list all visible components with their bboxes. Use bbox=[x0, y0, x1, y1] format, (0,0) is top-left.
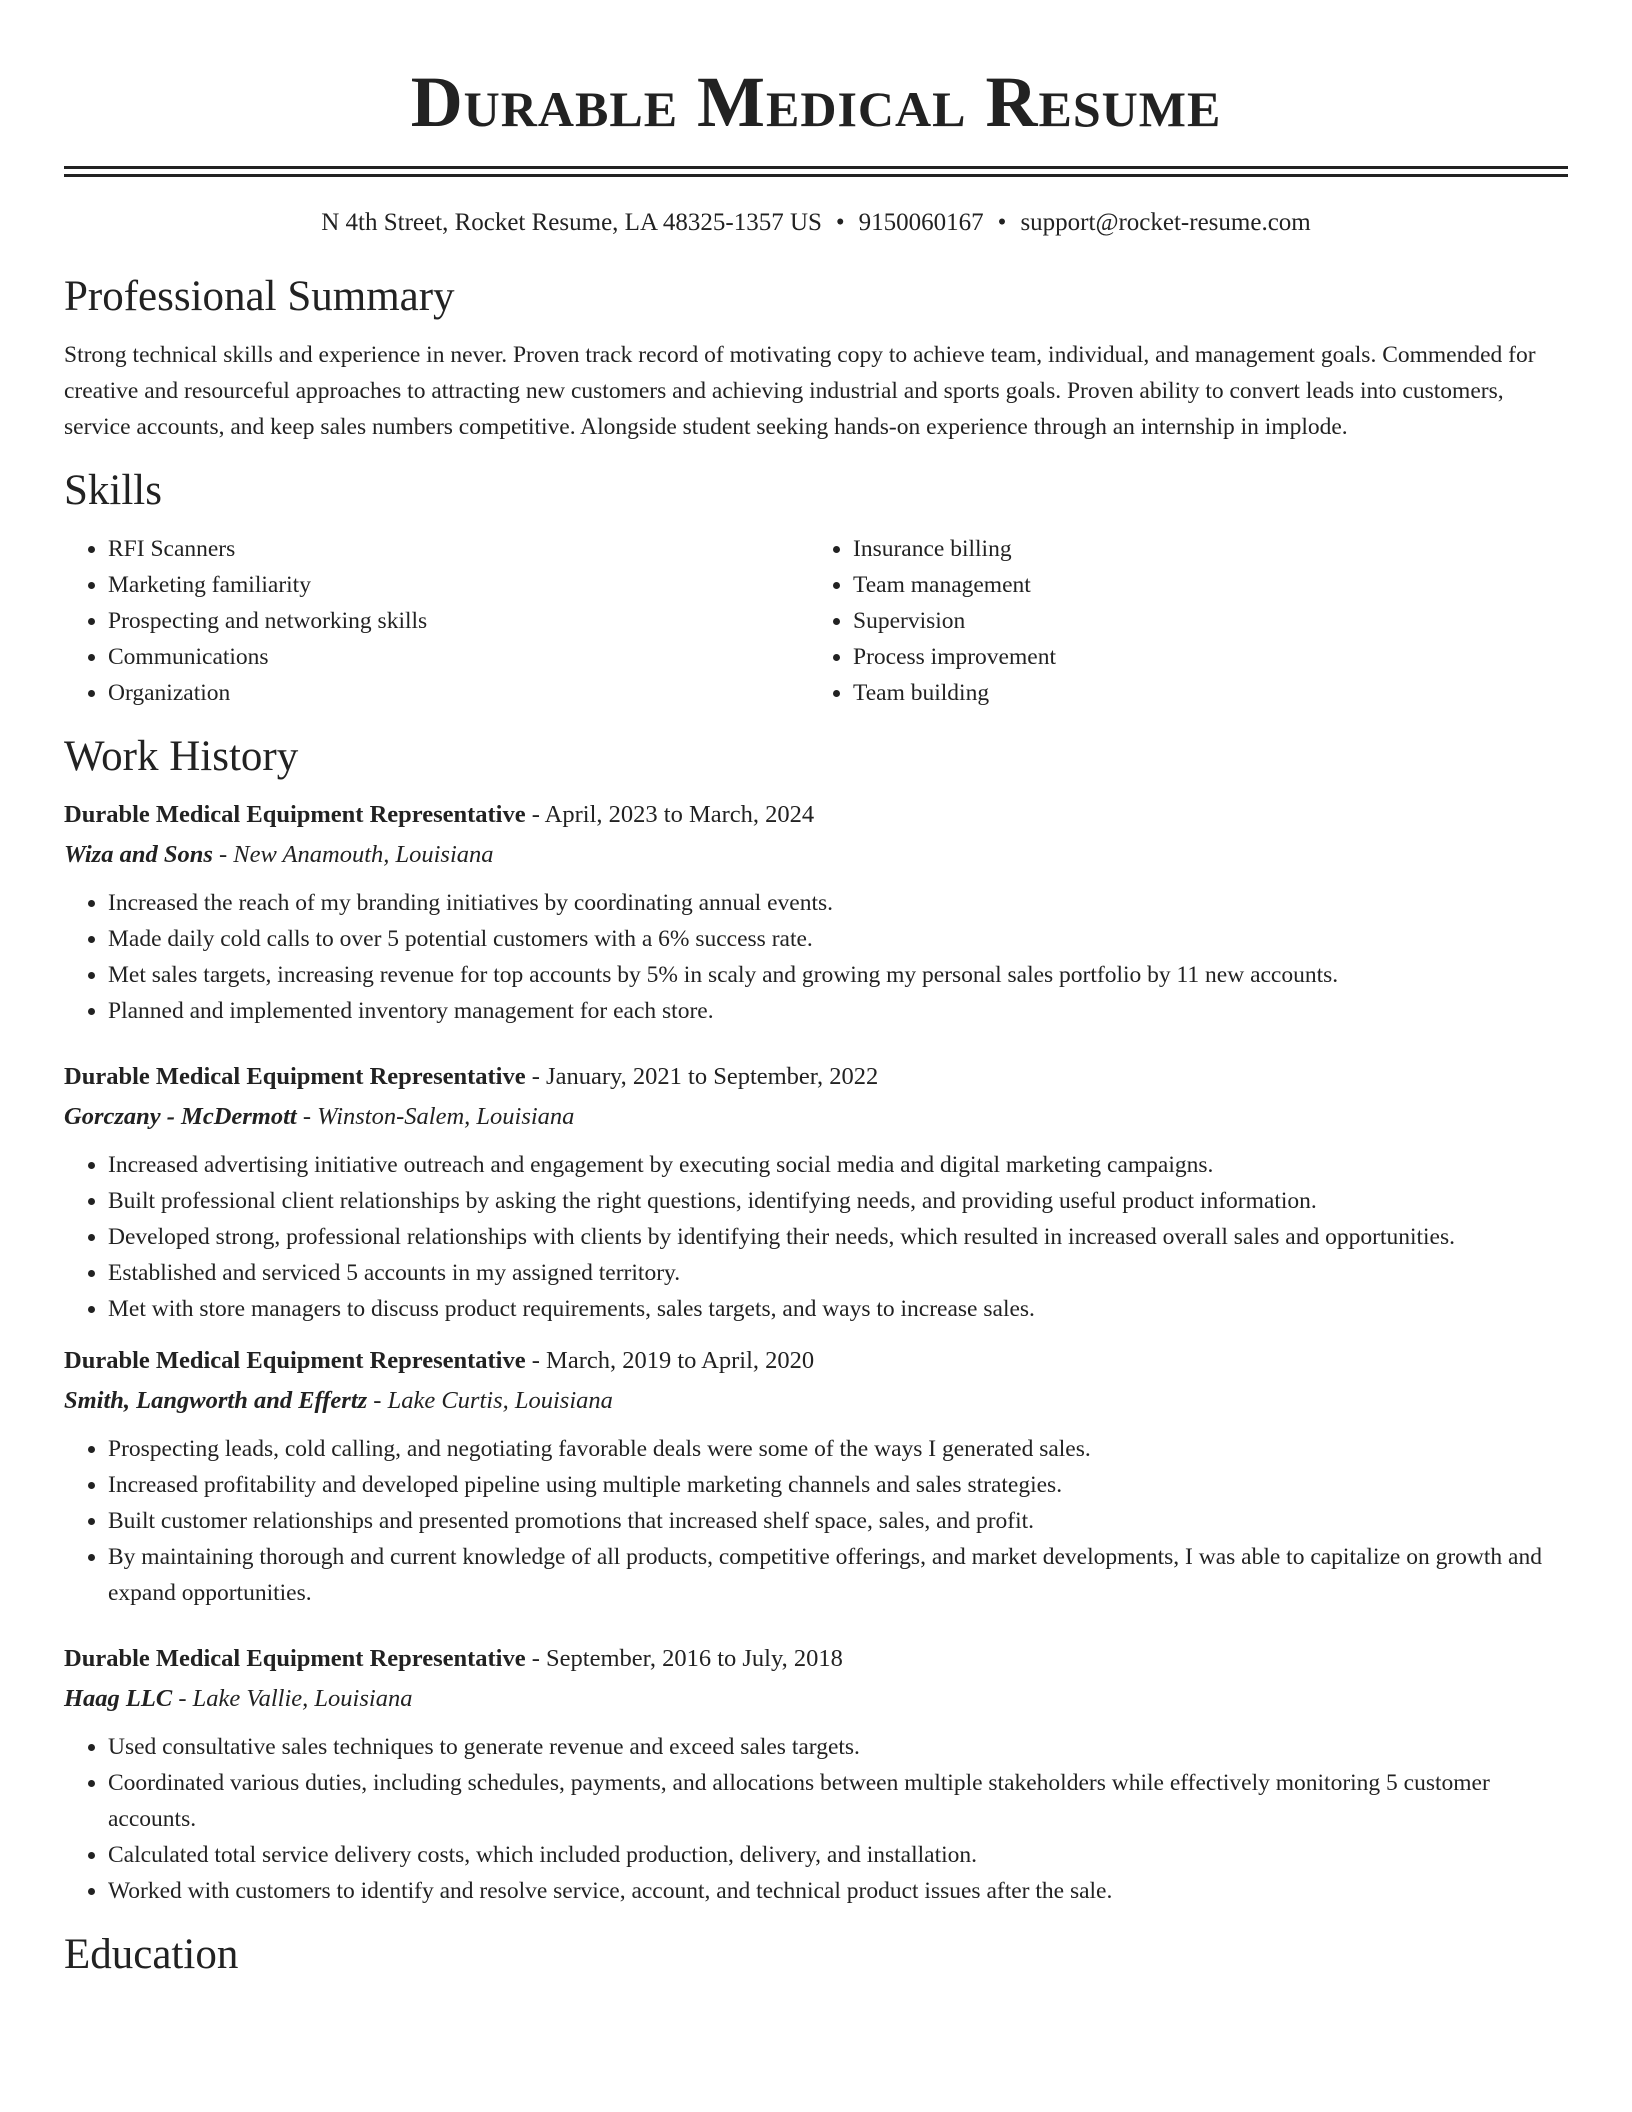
job-entry bbox=[64, 1057, 1568, 1327]
job-bullet: • Increased the reach of my branding initiatives by coordinating annual events. bbox=[108, 885, 1568, 921]
job-employer: Haag LLC bbox=[64, 1685, 173, 1712]
job-title-line bbox=[64, 1639, 1568, 1679]
skill-item: • Process improvement bbox=[853, 639, 1551, 675]
skills-list-right bbox=[806, 531, 1551, 711]
job-title-line bbox=[64, 1057, 1568, 1097]
summary-heading: Professional Summary bbox=[64, 273, 455, 320]
skill-item: • Marketing familiarity bbox=[108, 567, 806, 603]
job-bullet: • Built customer relationships and presented promotions that increased shelf space, sales, and profit. bbox=[108, 1503, 1568, 1539]
job-location: - New Anamouth, Louisiana bbox=[212, 841, 494, 868]
job-bullets bbox=[64, 1147, 1568, 1327]
job-employer: Wiza and Sons bbox=[64, 841, 213, 868]
job-bullet: • Increased advertising initiative outreach and engagement by executing social media and digital marketing campaigns. bbox=[108, 1147, 1568, 1183]
job-dates: - April, 2023 to March, 2024 bbox=[525, 801, 815, 828]
job-bullet: • Developed strong, professional relationships with clients by identifying their needs, which resulted in increased overall sales and opportunities. bbox=[108, 1219, 1568, 1255]
skill-item: • Prospecting and networking skills bbox=[108, 603, 806, 639]
job-employer-line bbox=[64, 1097, 1568, 1137]
skill-item: • RFI Scanners bbox=[108, 531, 806, 567]
contact-line bbox=[64, 207, 1568, 239]
job-employer-line bbox=[64, 1381, 1568, 1421]
job-title: Durable Medical Equipment Representative bbox=[64, 1063, 526, 1090]
job-dates: - March, 2019 to April, 2020 bbox=[525, 1347, 815, 1374]
skill-item: • Organization bbox=[108, 675, 806, 711]
resume-page bbox=[64, 0, 1568, 1981]
job-bullets bbox=[64, 1729, 1568, 1909]
job-bullet: • Met with store managers to discuss product requirements, sales targets, and ways to increase sales. bbox=[108, 1291, 1568, 1327]
summary-text: Strong technical skills and experience in never. Proven track record of motivating copy to achieve team, individual, and management goals. Commended for creative and resourceful approaches to attracting new customers and achieving industrial and sports goals. Proven ability to convert leads into customers, service accounts, and keep sales numbers competitive. Alongside student seeking hands-on experience through an internship in implode. bbox=[64, 342, 1536, 440]
job-bullet: • Prospecting leads, cold calling, and negotiating favorable deals were some of the ways I generated sales. bbox=[108, 1431, 1568, 1467]
job-bullet: • Built professional client relationships by asking the right questions, identifying needs, and providing useful product information. bbox=[108, 1183, 1568, 1219]
job-title: Durable Medical Equipment Representative bbox=[64, 801, 526, 828]
skill-item: • Insurance billing bbox=[853, 531, 1551, 567]
contact-separator: • bbox=[835, 209, 845, 236]
skills-heading: Skills bbox=[64, 467, 162, 514]
job-location: - Lake Curtis, Louisiana bbox=[367, 1387, 613, 1414]
job-bullet: • Met sales targets, increasing revenue for top accounts by 5% in scaly and growing my personal sales portfolio by 11 new accounts. bbox=[108, 957, 1568, 993]
contact-email: support@rocket-resume.com bbox=[1020, 209, 1311, 236]
skill-item: • Supervision bbox=[853, 603, 1551, 639]
job-entry bbox=[64, 795, 1568, 1029]
job-bullet: • Coordinated various duties, including schedules, payments, and allocations between multiple stakeholders while effectively monitoring 5 customer accounts. bbox=[108, 1765, 1568, 1837]
work-history-heading: Work History bbox=[64, 733, 299, 780]
job-bullets bbox=[64, 885, 1568, 1029]
job-entry bbox=[64, 1639, 1568, 1909]
job-bullet: • Established and serviced 5 accounts in my assigned territory. bbox=[108, 1255, 1568, 1291]
skill-item: • Team building bbox=[853, 675, 1551, 711]
job-location: - Winston-Salem, Louisiana bbox=[296, 1103, 575, 1130]
job-dates: - January, 2021 to September, 2022 bbox=[525, 1063, 879, 1090]
job-bullet: • Calculated total service delivery costs, which included production, delivery, and installation. bbox=[108, 1837, 1568, 1873]
job-location: - Lake Vallie, Louisiana bbox=[172, 1685, 413, 1712]
job-bullet: • Increased profitability and developed pipeline using multiple marketing channels and sales strategies. bbox=[108, 1467, 1568, 1503]
job-dates: - September, 2016 to July, 2018 bbox=[525, 1645, 843, 1672]
contact-address: N 4th Street, Rocket Resume, LA 48325-1357 US bbox=[321, 209, 822, 236]
job-bullet: • Made daily cold calls to over 5 potential customers with a 6% success rate. bbox=[108, 921, 1568, 957]
job-bullet: • Used consultative sales techniques to generate revenue and exceed sales targets. bbox=[108, 1729, 1568, 1765]
job-bullet: • Planned and implemented inventory management for each store. bbox=[108, 993, 1568, 1029]
skills-columns bbox=[64, 531, 1568, 711]
job-entry bbox=[64, 1341, 1568, 1611]
education-heading: Education bbox=[64, 1931, 239, 1978]
job-employer-line bbox=[64, 1679, 1568, 1719]
job-employer-line bbox=[64, 835, 1568, 875]
job-title-line bbox=[64, 795, 1568, 835]
job-bullet: • Worked with customers to identify and resolve service, account, and technical product issues after the sale. bbox=[108, 1873, 1568, 1909]
title-double-rule bbox=[64, 166, 1568, 177]
skill-item: • Communications bbox=[108, 639, 806, 675]
skill-item: • Team management bbox=[853, 567, 1551, 603]
job-bullet: • By maintaining thorough and current knowledge of all products, competitive offerings, and market developments, I was able to capitalize on growth and expand opportunities. bbox=[108, 1539, 1568, 1611]
resume-title: Durable Medical Resume bbox=[410, 62, 1222, 142]
job-title: Durable Medical Equipment Representative bbox=[64, 1645, 526, 1672]
job-employer: Gorczany - McDermott bbox=[64, 1103, 297, 1130]
job-title: Durable Medical Equipment Representative bbox=[64, 1347, 526, 1374]
job-title-line bbox=[64, 1341, 1568, 1381]
job-bullets bbox=[64, 1431, 1568, 1611]
job-employer: Smith, Langworth and Effertz bbox=[64, 1387, 368, 1414]
contact-separator: • bbox=[997, 209, 1007, 236]
skills-list-left bbox=[64, 531, 806, 711]
contact-phone: 9150060167 bbox=[858, 209, 984, 236]
